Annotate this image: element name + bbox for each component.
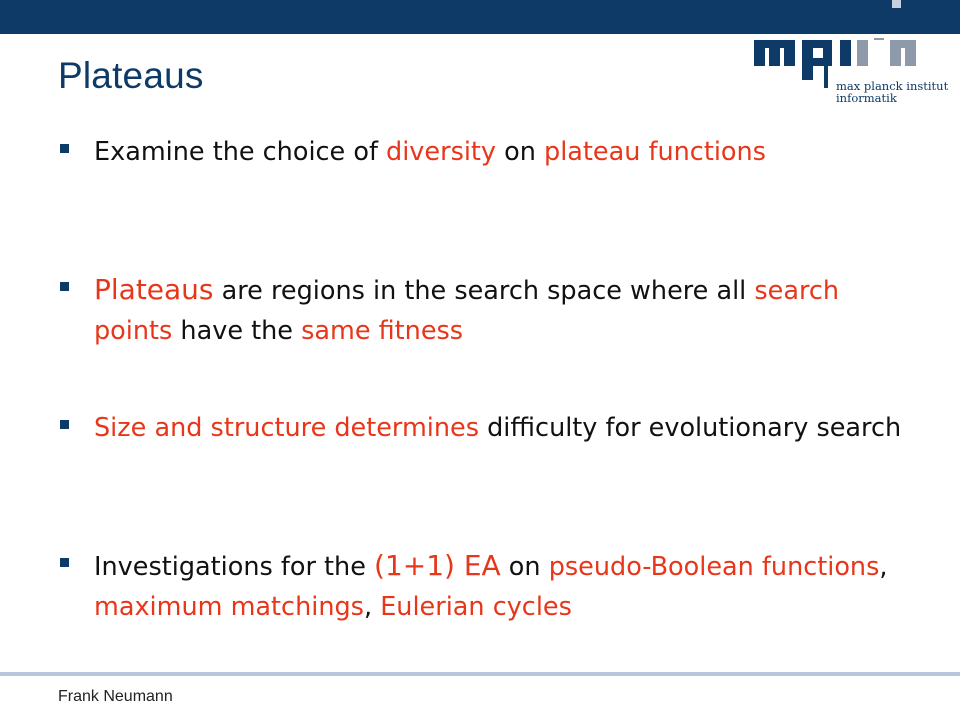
bullet-highlight: functions xyxy=(640,137,766,167)
logo-caption xyxy=(836,80,957,104)
institute-logo xyxy=(752,38,957,105)
bullet-text-part: are regions in the search space where all xyxy=(213,276,755,306)
bullet-highlight: maximum matchings xyxy=(94,592,364,622)
bullet-text xyxy=(94,132,924,172)
bullet-highlight: Eulerian cycles xyxy=(380,592,572,622)
footer-author: Frank Neumann xyxy=(58,688,173,705)
bullet-text-part: have the xyxy=(172,316,302,346)
header-bar xyxy=(0,0,960,34)
bullet-text-part: Examine the choice of xyxy=(94,137,387,167)
bullet-marker xyxy=(60,144,69,153)
bullet-text-part: difficulty for evolutionary search xyxy=(479,413,902,443)
bullet-text xyxy=(94,270,924,351)
bullet-text xyxy=(94,546,924,627)
bullet-text-part: Investigations for the xyxy=(94,552,375,582)
bullet-text-part: , xyxy=(879,552,888,582)
logo-line-1: max planck institut xyxy=(836,79,949,93)
bullet-highlight: (1+1) EA xyxy=(374,549,501,582)
bullet-highlight: same fitness xyxy=(301,316,464,346)
bullet-marker xyxy=(60,282,69,291)
logo-line-2: informatik xyxy=(836,91,897,105)
bullet-highlight: search points xyxy=(94,276,840,346)
bullet-text-part: on xyxy=(496,137,545,167)
bullet-text-part: on xyxy=(500,552,549,582)
bullet-highlight: Plateaus xyxy=(94,273,214,306)
bullet-marker xyxy=(60,420,69,429)
bullet-highlight: plateau xyxy=(544,137,641,167)
header-bar-accent xyxy=(892,0,901,8)
bullet-highlight: pseudo-Boolean functions xyxy=(548,552,880,582)
bullet-highlight: diversity xyxy=(386,137,497,167)
slide-title: Plateaus xyxy=(58,55,204,96)
bullet-text-part: , xyxy=(363,592,381,622)
footer-rule xyxy=(0,672,960,676)
bullet-text xyxy=(94,408,924,448)
bullet-highlight: Size and structure determines xyxy=(94,413,480,443)
bullet-marker xyxy=(60,558,69,567)
